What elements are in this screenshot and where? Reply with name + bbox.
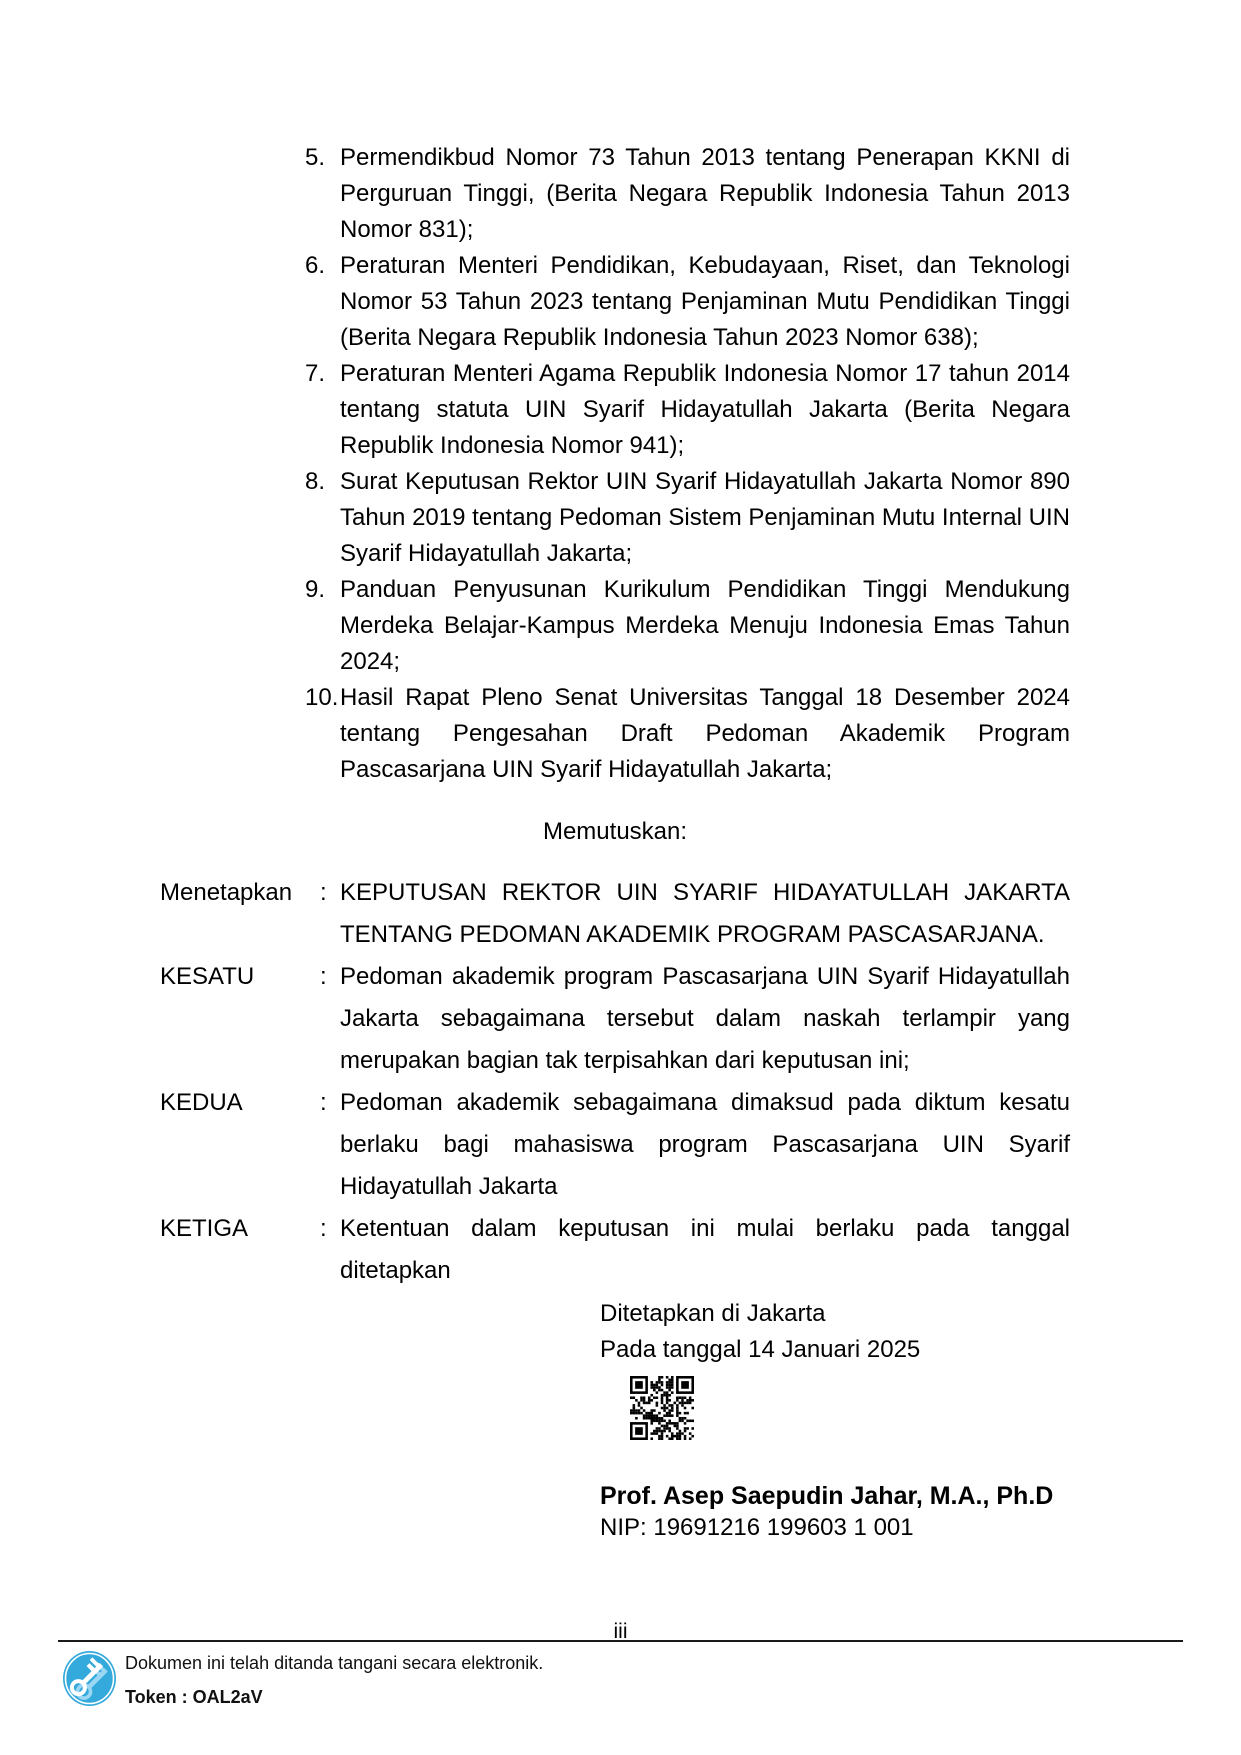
signature-date: Pada tanggal 14 Januari 2025 — [600, 1336, 921, 1363]
list-item — [305, 140, 1070, 248]
decision-row-kedua — [160, 1082, 1070, 1208]
list-item — [305, 248, 1070, 356]
list-item — [305, 356, 1070, 464]
signatory-nip: NIP: 19691216 199603 1 001 — [600, 1514, 914, 1541]
decision-text: Pedoman akademik sebagaimana dimaksud pada diktum kesatu berlaku bagi mahasiswa program Pascasarjana UIN Syarif Hidayatullah Jakarta — [340, 1089, 1070, 1200]
electronic-signature-logo — [63, 1651, 116, 1706]
decision-clauses — [160, 872, 1070, 1292]
list-item-number: 10. — [305, 684, 339, 711]
list-item-number: 7. — [305, 360, 326, 387]
list-item-text: Permendikbud Nomor 73 Tahun 2013 tentang Penerapan KKNI di Perguruan Tinggi, (Berita Negara Republik Indonesia Tahun 2013 Nomor 831); — [340, 144, 1070, 243]
signature-block — [600, 1296, 1070, 1544]
footer-divider — [58, 1640, 1183, 1642]
decision-separator: : — [320, 1215, 327, 1242]
decision-text: Ketentuan dalam keputusan ini mulai berlaku pada tanggal ditetapkan — [340, 1215, 1070, 1284]
decision-heading: Memutuskan: — [542, 818, 688, 845]
list-item-text: Peraturan Menteri Pendidikan, Kebudayaan, Riset, dan Teknologi Nomor 53 Tahun 2023 tentang Penjaminan Mutu Pendidikan Tinggi (Berita Negara Republik Indonesia Tahun 2023 Nomor 638); — [340, 252, 1070, 351]
list-item-text: Peraturan Menteri Agama Republik Indonesia Nomor 17 tahun 2014 tentang statuta UIN Syarif Hidayatullah Jakarta (Berita Negara Republik Indonesia Nomor 941); — [340, 360, 1070, 459]
decision-label: KEDUA — [160, 1089, 243, 1116]
decision-row-kesatu — [160, 956, 1070, 1082]
list-item-number: 8. — [305, 468, 326, 495]
list-item-text: Surat Keputusan Rektor UIN Syarif Hidayatullah Jakarta Nomor 890 Tahun 2019 tentang Pedoman Sistem Penjaminan Mutu Internal UIN Syarif Hidayatullah Jakarta; — [340, 468, 1070, 567]
list-item — [305, 680, 1070, 788]
decision-row-menetapkan — [160, 872, 1070, 956]
decision-label: KETIGA — [160, 1215, 249, 1242]
signatory-name: Prof. Asep Saepudin Jahar, M.A., Ph.D — [600, 1482, 1054, 1510]
list-item-number: 6. — [305, 252, 326, 279]
decision-row-ketiga — [160, 1208, 1070, 1292]
list-item — [305, 464, 1070, 572]
list-item-text: Hasil Rapat Pleno Senat Universitas Tanggal 18 Desember 2024 tentang Pengesahan Draft Pedoman Akademik Program Pascasarjana UIN Syarif Hidayatullah Jakarta; — [340, 684, 1070, 783]
decision-separator: : — [320, 1089, 327, 1116]
qr-code — [630, 1376, 694, 1440]
decision-text: Pedoman akademik program Pascasarjana UIN Syarif Hidayatullah Jakarta sebagaimana tersebut dalam naskah terlampir yang merupakan bagian tak terpisahkan dari keputusan ini; — [340, 963, 1070, 1074]
decision-separator: : — [320, 879, 327, 906]
considerations-list — [305, 140, 1070, 788]
document-body — [160, 140, 1070, 1544]
electronic-signature-note: Dokumen ini telah ditanda tangani secara elektronik. — [125, 1653, 544, 1673]
list-item — [305, 572, 1070, 680]
list-item-number: 5. — [305, 144, 326, 171]
key-icon — [63, 1693, 116, 1710]
list-item-number: 9. — [305, 576, 326, 603]
list-item-text: Panduan Penyusunan Kurikulum Pendidikan Tinggi Mendukung Merdeka Belajar-Kampus Merdeka Menuju Indonesia Emas Tahun 2024; — [340, 576, 1070, 675]
signature-place: Ditetapkan di Jakarta — [600, 1300, 826, 1327]
decision-text: KEPUTUSAN REKTOR UIN SYARIF HIDAYATULLAH JAKARTA TENTANG PEDOMAN AKADEMIK PROGRAM PASCASARJANA. — [340, 879, 1070, 948]
decision-label: KESATU — [160, 963, 255, 990]
decision-separator: : — [320, 963, 327, 990]
decision-label: Menetapkan — [160, 879, 293, 906]
page-number: iii — [613, 1620, 628, 1643]
signature-token: Token : OAL2aV — [125, 1687, 263, 1707]
